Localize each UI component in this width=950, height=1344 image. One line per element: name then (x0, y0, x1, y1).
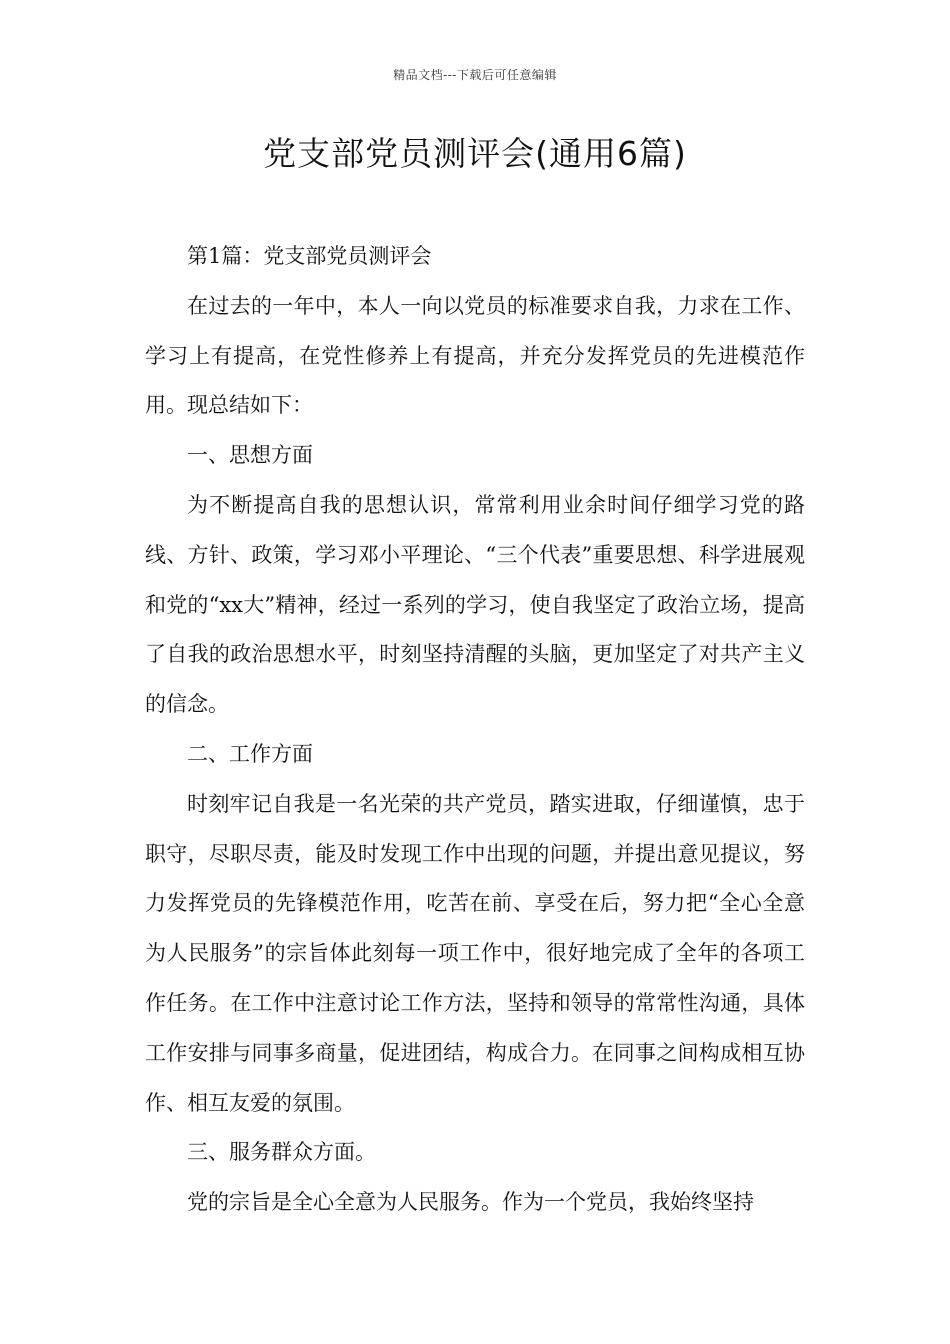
body-paragraph: 时刻牢记自我是一名光荣的共产党员，踏实进取，仔细谨慎，忠于职守，尽职尽责，能及时发现工作中出现的问题，并提出意见提议，努力发挥党员的先锋模范作用，吃苦在前、享受在后，努力把“全心全意为人民服务”的宗旨体此刻每一项工作中，很好地完成了全年的各项工作任务。在工作中注意讨论工作方法，坚持和领导的常常性沟通，具体工作安排与同事多商量，促进团结，构成合力。在同事之间构成相互协作、相互友爱的氛围。 (145, 791, 805, 1115)
document-title: 党支部党员测评会(通用6篇) (263, 134, 687, 173)
section-heading-part-1: 第1篇：党支部党员测评会 (187, 244, 432, 268)
section-heading-service: 三、服务群众方面。 (187, 1140, 376, 1165)
body-paragraph: 在过去的一年中，本人一向以党员的标准要求自我，力求在工作、学习上有提高，在党性修养上有提高，并充分发挥党员的先进模范作用。现总结如下： (145, 293, 805, 418)
section-heading-thought: 一、思想方面 (187, 443, 313, 468)
body-paragraph: 党的宗旨是全心全意为人民服务。作为一个党员，我始终坚持 (187, 1190, 754, 1215)
header-note: 精品文档---下载后可任意编辑 (393, 68, 557, 82)
body-paragraph: 为不断提高自我的思想认识，常常利用业余时间仔细学习党的路线、方针、政策，学习邓小平理论、“三个代表”重要思想、科学进展观和党的“xx大”精神，经过一系列的学习，使自我坚定了政治立场，提高了自我的政治思想水平，时刻坚持清醒的头脑，更加坚定了对共产主义的信念。 (145, 492, 805, 717)
document-body (145, 232, 805, 1228)
section-heading-work: 二、工作方面 (187, 741, 313, 766)
